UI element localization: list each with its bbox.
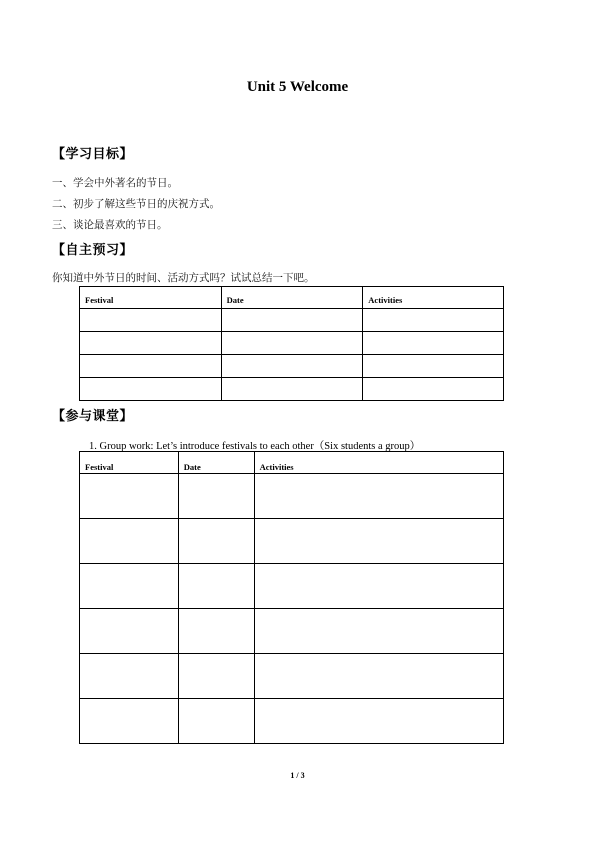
table-header-row — [80, 287, 504, 309]
goal-item: 一、学会中外著名的节日。 — [52, 177, 178, 189]
table-cell[interactable] — [80, 378, 222, 401]
table-row — [80, 699, 504, 744]
table-cell[interactable] — [80, 564, 179, 609]
table-cell[interactable] — [363, 309, 504, 332]
table-cell[interactable] — [254, 609, 503, 654]
table-cell[interactable] — [178, 519, 254, 564]
table-cell[interactable] — [221, 309, 363, 332]
table-cell[interactable] — [254, 654, 503, 699]
table-cell[interactable] — [80, 474, 179, 519]
table-cell[interactable] — [363, 355, 504, 378]
table-cell[interactable] — [221, 378, 363, 401]
goal-item: 二、初步了解这些节日的庆祝方式。 — [52, 198, 220, 210]
group-work-instruction: 1. Group work: Let’s introduce festivals to each other（Six students a group） — [89, 441, 421, 452]
table-cell[interactable] — [178, 609, 254, 654]
table-row — [80, 519, 504, 564]
classroom-heading: 【参与课堂】 — [52, 409, 134, 424]
table-cell[interactable] — [178, 654, 254, 699]
table-cell[interactable] — [178, 699, 254, 744]
table-row — [80, 378, 504, 401]
table-cell[interactable] — [363, 378, 504, 401]
column-header-date: Date — [221, 287, 363, 309]
table-cell[interactable] — [80, 654, 179, 699]
preview-table — [79, 286, 504, 401]
table-cell[interactable] — [254, 519, 503, 564]
table-row — [80, 564, 504, 609]
table-row — [80, 609, 504, 654]
column-header-date: Date — [178, 452, 254, 474]
table-row — [80, 332, 504, 355]
table-cell[interactable] — [221, 355, 363, 378]
table-cell[interactable] — [363, 332, 504, 355]
preview-prompt: 你知道中外节日的时间、活动方式吗？试试总结一下吧。 — [52, 272, 315, 284]
table-cell[interactable] — [80, 519, 179, 564]
column-header-festival: Festival — [80, 452, 179, 474]
table-cell[interactable] — [254, 474, 503, 519]
table-cell[interactable] — [80, 309, 222, 332]
page-number: 1 / 3 — [290, 771, 305, 780]
preview-heading: 【自主预习】 — [52, 243, 134, 258]
table-cell[interactable] — [80, 355, 222, 378]
table-cell[interactable] — [80, 609, 179, 654]
column-header-festival: Festival — [80, 287, 222, 309]
table-cell[interactable] — [178, 474, 254, 519]
table-cell[interactable] — [254, 699, 503, 744]
table-row — [80, 309, 504, 332]
column-header-activities: Activities — [363, 287, 504, 309]
table-cell[interactable] — [221, 332, 363, 355]
table-row — [80, 654, 504, 699]
table-row — [80, 474, 504, 519]
column-header-activities: Activities — [254, 452, 503, 474]
table-row — [80, 355, 504, 378]
goal-item: 三、谈论最喜欢的节日。 — [52, 219, 168, 231]
page-title: Unit 5 Welcome — [246, 79, 349, 95]
group-work-table — [79, 451, 504, 744]
table-cell[interactable] — [80, 699, 179, 744]
table-cell[interactable] — [254, 564, 503, 609]
table-header-row — [80, 452, 504, 474]
table-cell[interactable] — [178, 564, 254, 609]
goals-heading: 【学习目标】 — [52, 147, 134, 162]
table-cell[interactable] — [80, 332, 222, 355]
